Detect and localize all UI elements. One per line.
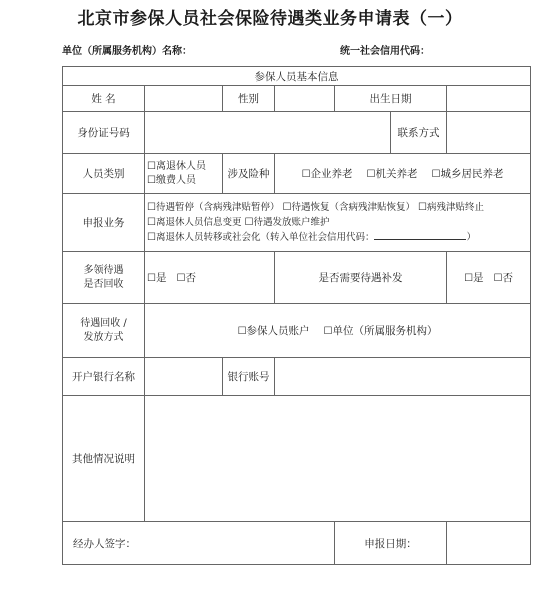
checkbox-icon[interactable]: ☐ (493, 273, 503, 284)
recovery-method-label: 待遇回收 / 发放方式 (63, 304, 145, 358)
checkbox-icon[interactable]: ☐ (431, 169, 441, 180)
name-label: 姓 名 (63, 86, 145, 112)
option-retired: 离退休人员 (155, 160, 206, 172)
option-enterprise-pension: 企业养老 (310, 168, 353, 180)
contact-field[interactable] (447, 112, 531, 154)
checkbox-icon[interactable]: ☐ (301, 169, 311, 180)
report-date-field[interactable] (447, 522, 531, 565)
birthdate-field[interactable] (447, 86, 531, 112)
overpay-options (145, 252, 275, 304)
checkbox-icon[interactable]: ☐ (366, 169, 376, 180)
id-number-field[interactable] (145, 112, 391, 154)
insurance-label: 涉及险种 (223, 154, 275, 194)
gender-field[interactable] (275, 86, 335, 112)
checkbox-icon[interactable]: ☐ (147, 232, 156, 243)
page-title: 北京市参保人员社会保险待遇类业务申请表（一） (77, 9, 463, 29)
option-transfer: 离退休人员转移或社会化（转入单位社会信用代码： (155, 232, 375, 243)
section-title: 参保人员基本信息 (63, 67, 531, 86)
option-unit: 单位（所属服务机构） (332, 325, 438, 337)
report-date-label: 申报日期： (335, 522, 447, 565)
option-resident-pension: 城乡居民养老 (440, 168, 504, 180)
other-info-label: 其他情况说明 (63, 396, 145, 522)
option-resume: 待遇恢复（含病残津贴恢复） (291, 202, 415, 213)
option-info-change: 离退休人员信息变更 (155, 217, 242, 228)
gender-label: 性别 (223, 86, 275, 112)
bank-account-field[interactable] (275, 358, 531, 396)
contact-label: 联系方式 (391, 112, 447, 154)
checkbox-icon[interactable]: ☐ (323, 326, 333, 337)
checkbox-icon[interactable]: ☐ (237, 326, 247, 337)
checkbox-icon[interactable]: ☐ (147, 160, 156, 172)
recovery-options (145, 304, 531, 358)
id-number-label: 身份证号码 (63, 112, 145, 154)
handler-signature-label[interactable]: 经办人签字： (63, 522, 335, 565)
option-terminate: 病残津贴终止 (427, 202, 485, 213)
credit-code-label: 统一社会信用代码： (340, 46, 430, 57)
checkbox-icon[interactable]: ☐ (147, 202, 156, 213)
other-info-field[interactable] (145, 396, 531, 522)
option-no: 否 (185, 272, 196, 284)
transfer-credit-code-field[interactable] (374, 230, 466, 240)
checkbox-icon[interactable]: ☐ (147, 174, 156, 186)
option-no: 否 (502, 272, 513, 284)
category-options (145, 154, 223, 194)
option-paying: 缴费人员 (155, 174, 196, 186)
category-label: 人员类别 (63, 154, 145, 194)
checkbox-icon[interactable]: ☐ (147, 273, 156, 284)
checkbox-icon[interactable]: ☐ (176, 273, 186, 284)
insurance-options (275, 154, 531, 194)
checkbox-icon[interactable]: ☐ (244, 217, 254, 228)
business-label: 申报业务 (63, 194, 145, 252)
birthdate-label: 出生日期 (335, 86, 447, 112)
checkbox-icon[interactable]: ☐ (147, 217, 156, 228)
unit-name-label: 单位（所属服务机构）名称： (62, 46, 192, 57)
supplement-options (447, 252, 531, 304)
business-options: ☐待遇暂停（含病残津贴暂停） ☐待遇恢复（含病残津贴恢复） ☐病残津贴终止 ☐离退休人员信息变更 ☐待遇发放账户维护 ☐离退休人员转移或社会化（转入单位社会信用代码： ） (145, 194, 531, 252)
name-field[interactable] (145, 86, 223, 112)
option-yes: 是 (155, 272, 167, 284)
bank-name-label: 开户银行名称 (63, 358, 145, 396)
checkbox-icon[interactable]: ☐ (282, 202, 292, 213)
checkbox-icon[interactable]: ☐ (464, 273, 474, 284)
checkbox-icon[interactable]: ☐ (418, 202, 427, 213)
bank-account-label: 银行账号 (223, 358, 275, 396)
option-government-pension: 机关养老 (375, 168, 418, 180)
option-account-maintenance: 待遇发放账户维护 (253, 217, 330, 228)
bank-name-field[interactable] (145, 358, 223, 396)
option-suspend: 待遇暂停（含病残津贴暂停） (155, 202, 280, 213)
option-yes: 是 (473, 272, 484, 284)
application-form-table (62, 66, 531, 565)
supplement-label: 是否需要待遇补发 (275, 252, 447, 304)
option-personal-account: 参保人员账户 (246, 325, 310, 337)
overpay-label: 多领待遇 是否回收 (63, 252, 145, 304)
